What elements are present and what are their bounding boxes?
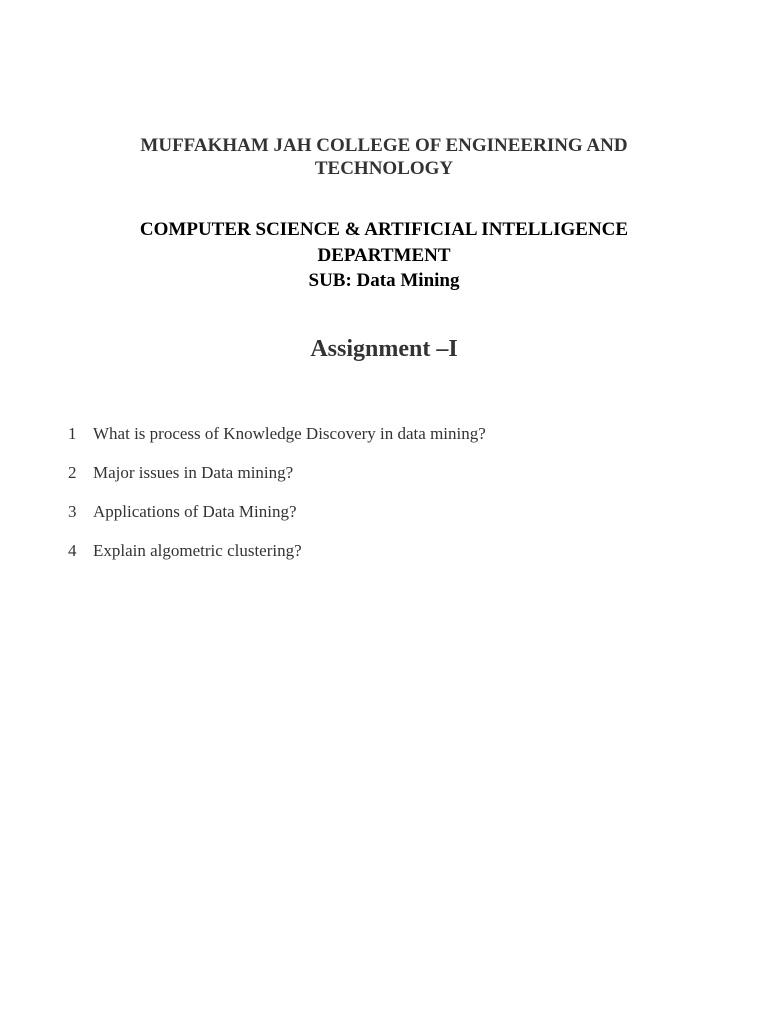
question-text: Applications of Data Mining? — [93, 502, 297, 521]
college-name: MUFFAKHAM JAH COLLEGE OF ENGINEERING AND TECHNOLOGY — [140, 135, 628, 179]
question-number: 2 — [68, 463, 77, 482]
question-number: 1 — [68, 424, 77, 443]
subject-line: SUB: Data Mining — [308, 270, 460, 291]
question-item — [68, 540, 718, 579]
question-text: What is process of Knowledge Discovery in data mining? — [93, 424, 486, 443]
assignment-title: Assignment –I — [310, 336, 458, 362]
question-item — [68, 501, 718, 540]
question-item — [68, 462, 718, 501]
question-text: Explain algometric clustering? — [93, 541, 302, 560]
question-list — [68, 423, 718, 579]
question-text: Major issues in Data mining? — [93, 463, 294, 482]
question-item — [68, 423, 718, 462]
question-number: 3 — [68, 502, 77, 521]
department-name: COMPUTER SCIENCE & ARTIFICIAL INTELLIGENCE DEPARTMENT — [139, 219, 629, 266]
question-number: 4 — [68, 541, 77, 560]
